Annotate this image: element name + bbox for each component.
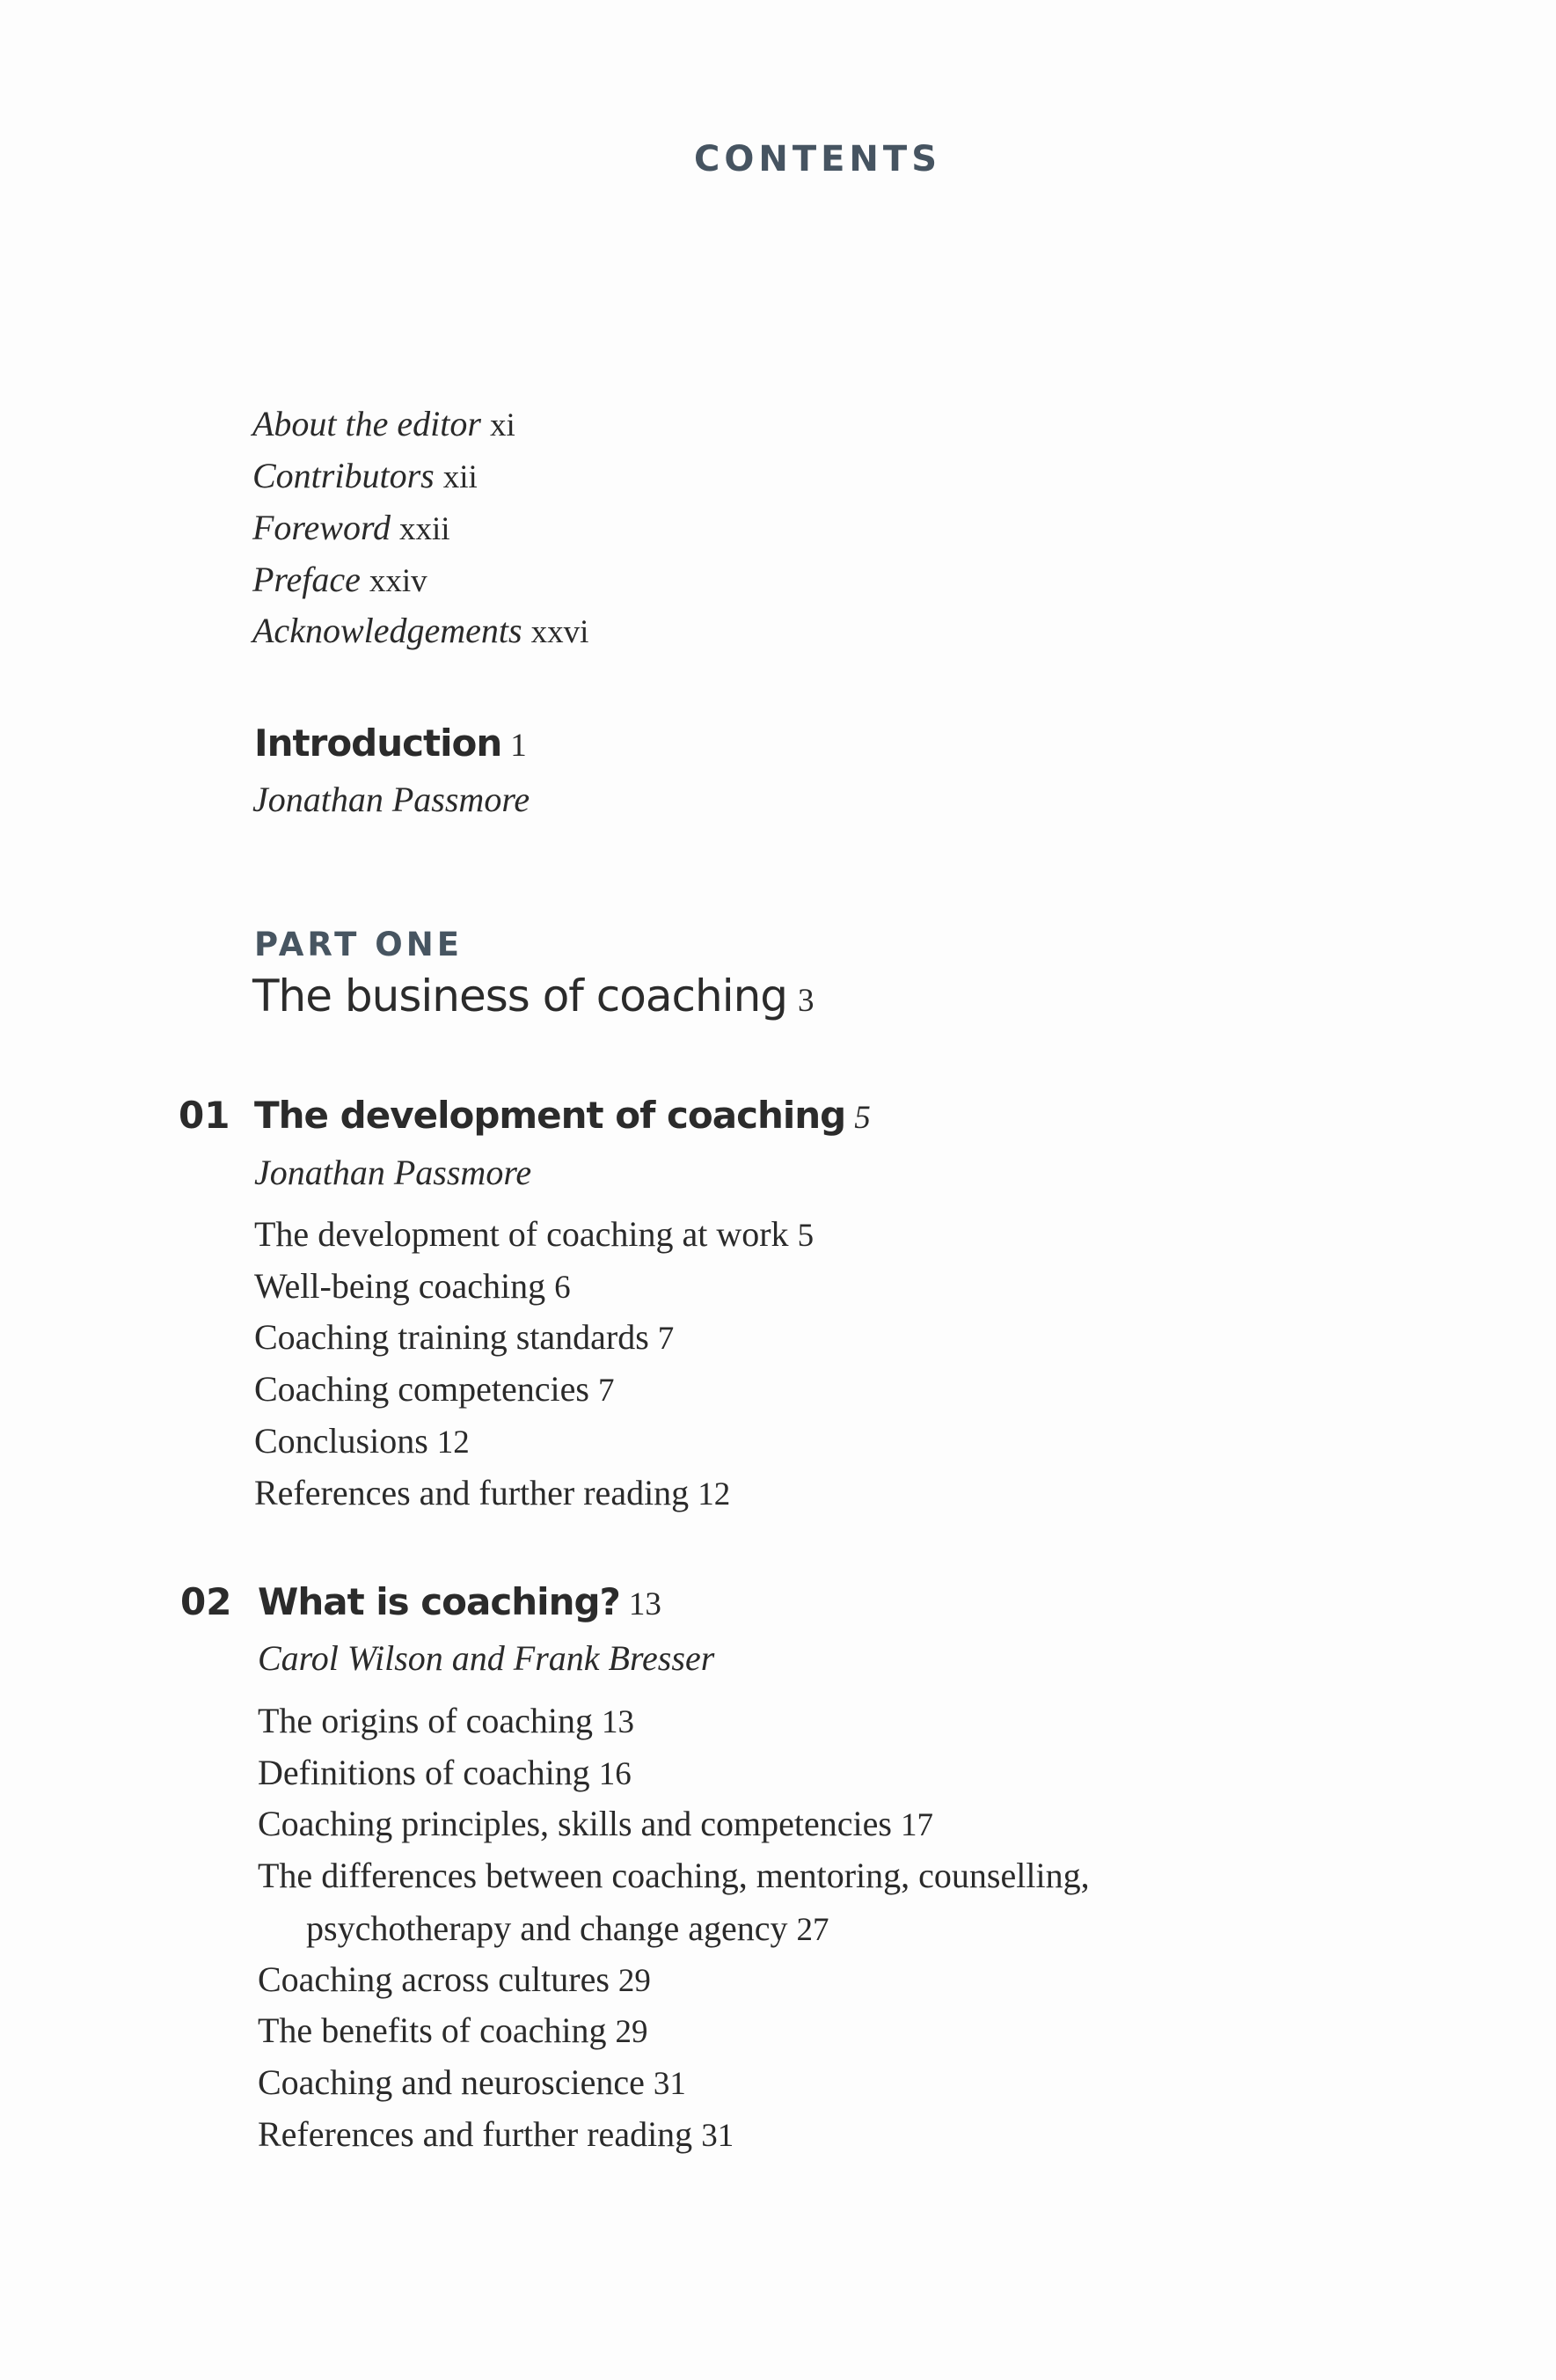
chapter-author: Carol Wilson and Frank Bresser [258, 1638, 715, 1678]
toc-section-entry[interactable] [258, 1803, 933, 1844]
toc-entry-page: xxii [399, 511, 450, 547]
toc-entry-label: About the editor [252, 404, 481, 443]
toc-section-entry[interactable] [254, 1420, 470, 1461]
section-label: Coaching and neuroscience [258, 2062, 645, 2102]
toc-entry-page: xi [489, 407, 515, 443]
toc-entry-page: 13 [628, 1586, 661, 1622]
toc-section-entry[interactable] [258, 2113, 734, 2155]
section-label: Coaching across cultures [258, 1959, 610, 1999]
section-page: 16 [598, 1756, 632, 1792]
section-page: 7 [657, 1321, 675, 1357]
section-label: Coaching training standards [254, 1317, 649, 1357]
toc-section-entry[interactable] [258, 1752, 632, 1793]
section-page: 5 [797, 1218, 815, 1254]
toc-entry-page: 3 [798, 983, 815, 1019]
toc-section-entry[interactable] [254, 1472, 730, 1513]
section-page: 31 [653, 2066, 686, 2102]
toc-entry-page: xii [442, 459, 478, 495]
section-page: 12 [436, 1424, 470, 1461]
toc-section-entry[interactable] [258, 2061, 686, 2103]
section-page: 29 [615, 2014, 648, 2050]
part-title: The business of coaching [252, 970, 788, 1022]
section-label: Definitions of coaching [258, 1753, 590, 1792]
toc-section-entry[interactable] [258, 1959, 651, 2000]
toc-entry-page: xxvi [530, 614, 589, 650]
part-label: PART ONE [254, 926, 463, 963]
section-label: The benefits of coaching [258, 2010, 607, 2050]
toc-entry-acknowledgements[interactable] [252, 610, 588, 651]
section-page: 31 [701, 2118, 734, 2154]
section-label: Well-being coaching [254, 1266, 546, 1306]
toc-entry-label: Preface [252, 560, 361, 599]
section-label: Conclusions [254, 1421, 428, 1461]
chapter-title: What is coaching? [258, 1580, 620, 1623]
toc-entry-label: Contributors [252, 456, 435, 495]
toc-entry-label: Acknowledgements [252, 611, 522, 650]
section-page: 7 [597, 1373, 615, 1409]
section-page: 17 [900, 1807, 933, 1843]
toc-entry-label: Foreword [252, 508, 391, 547]
section-page: 29 [617, 1963, 651, 1999]
toc-entry-page: xxiv [369, 563, 427, 599]
section-page: 12 [698, 1476, 731, 1512]
toc-entry-introduction[interactable] [254, 721, 527, 765]
toc-entry-page: 1 [510, 728, 527, 764]
page-title: CONTENTS [693, 139, 941, 179]
section-label: The development of coaching at work [254, 1214, 789, 1254]
toc-section-entry[interactable] [254, 1265, 571, 1307]
section-label: References and further reading [254, 1473, 690, 1512]
toc-entry-preface[interactable] [252, 559, 427, 600]
toc-entry-about-editor[interactable] [252, 403, 515, 444]
section-label: The differences between coaching, mentoring, counselling, [258, 1856, 1090, 1895]
toc-entry-part-one[interactable] [252, 970, 815, 1022]
introduction-author: Jonathan Passmore [252, 780, 530, 819]
section-label: The origins of coaching [258, 1701, 593, 1740]
toc-section-entry[interactable] [258, 2010, 648, 2051]
chapter-number: 02 [180, 1580, 232, 1623]
toc-entry-foreword[interactable] [252, 507, 450, 548]
toc-section-entry-multiline[interactable] [258, 1855, 1090, 1949]
introduction-title: Introduction [254, 721, 502, 765]
toc-section-entry[interactable] [254, 1213, 814, 1255]
section-label: Coaching principles, skills and competencies [258, 1804, 892, 1843]
section-page: 27 [796, 1912, 829, 1948]
section-page: 13 [602, 1704, 634, 1740]
toc-entry-chapter-title[interactable] [258, 1580, 661, 1623]
toc-entry-contributors[interactable] [252, 455, 478, 496]
section-label-continuation: psychotherapy and change agency 27 [306, 1908, 829, 1948]
chapter-title: The development of coaching [254, 1094, 846, 1137]
toc-entry-chapter-title[interactable] [254, 1094, 871, 1137]
section-label: References and further reading [258, 2114, 693, 2154]
chapter-author: Jonathan Passmore [254, 1153, 532, 1192]
toc-section-entry[interactable] [254, 1368, 614, 1410]
toc-entry-page: 5 [854, 1100, 871, 1136]
chapter-number: 01 [179, 1094, 230, 1137]
toc-section-entry[interactable] [254, 1316, 674, 1358]
toc-section-entry[interactable] [258, 1700, 634, 1741]
section-page: 6 [554, 1270, 571, 1306]
section-label: Coaching competencies [254, 1369, 589, 1409]
